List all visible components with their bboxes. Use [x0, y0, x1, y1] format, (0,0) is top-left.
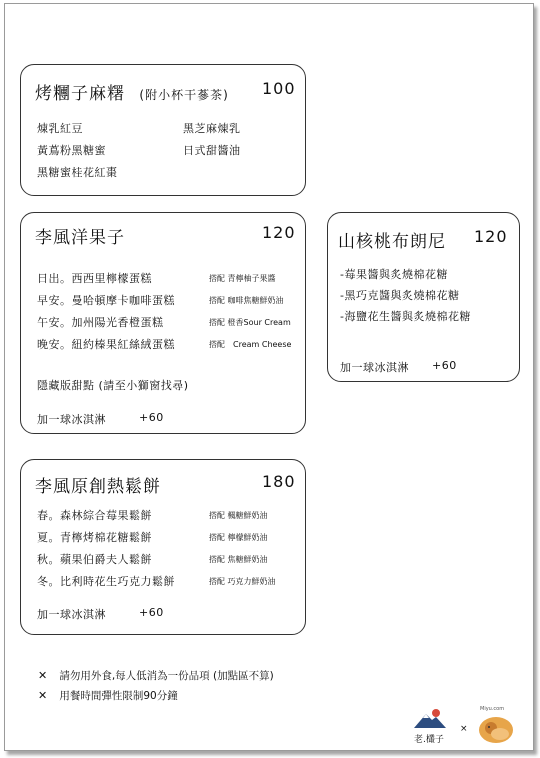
addon-label: 加一球冰淇淋 — [37, 608, 106, 621]
brand-logos — [410, 704, 530, 750]
pairing: 搭配 焦糖鮮奶油 — [209, 555, 268, 564]
card-title: 李風洋果子 — [35, 228, 125, 248]
option-2: -海鹽花生醬與炙燒棉花糖 — [340, 310, 471, 323]
option-4: 黑糖蜜桂花紅棗 — [37, 166, 118, 179]
menu-item: 夏。青檸烤棉花糖鬆餅 — [37, 531, 152, 544]
card-price: 120 — [474, 227, 508, 246]
pairing: 搭配 咖啡焦糖鮮奶油 — [209, 296, 284, 305]
pairing: 搭配 Cream Cheese — [209, 340, 292, 349]
option-3: 日式甜醬油 — [183, 144, 241, 157]
card-pancakes — [20, 459, 306, 635]
addon-label: 加一球冰淇淋 — [37, 413, 106, 426]
hidden-dessert: 隱藏版甜點 (請至小獅窗找尋) — [37, 379, 189, 392]
card-dango — [20, 64, 306, 196]
logo-caption-right: Miyu.com — [480, 706, 505, 712]
menu-item: 日出。西西里檸檬蛋糕 — [37, 272, 152, 285]
option-1: -黑巧克醬與炙燒棉花糖 — [340, 289, 460, 302]
card-cakes — [20, 212, 306, 434]
menu-item: 午安。加州陽光香橙蛋糕 — [37, 316, 164, 329]
addon-price: +60 — [139, 411, 164, 424]
pairing: 搭配 巧克力鮮奶油 — [209, 577, 276, 586]
addon-price: +60 — [139, 606, 164, 619]
lion-mascot-icon — [476, 712, 516, 746]
mountain-logo-icon — [412, 706, 448, 732]
logo-text-left: 老.欉子 — [414, 735, 444, 745]
option-0: 煉乳紅豆 — [37, 122, 83, 135]
menu-item: 晚安。紐約榛果紅絲絨蛋糕 — [37, 338, 175, 351]
menu-item: 秋。蘋果伯爵夫人鬆餅 — [37, 553, 152, 566]
card-title: 李風原創熱鬆餅 — [35, 477, 161, 497]
cutlery-icon: ✕ — [38, 669, 48, 682]
card-title: 烤糰子麻糬 (附小杯干蔘茶) — [35, 84, 229, 104]
card-brownie — [327, 212, 520, 382]
menu-page — [4, 3, 534, 751]
card-price: 180 — [262, 472, 296, 491]
card-price: 100 — [262, 79, 296, 98]
option-1: 黑芝麻煉乳 — [183, 122, 241, 135]
pairing: 搭配 檸檬鮮奶油 — [209, 533, 268, 542]
logo-cross: × — [460, 724, 468, 734]
pairing: 搭配 楓糖鮮奶油 — [209, 511, 268, 520]
menu-item: 早安。曼哈頓摩卡咖啡蛋糕 — [37, 294, 175, 307]
option-2: 黃蔦粉黑糖蜜 — [37, 144, 106, 157]
card-price: 120 — [262, 223, 296, 242]
addon-label: 加一球冰淇淋 — [340, 361, 409, 374]
option-0: -莓果醬與炙燒棉花糖 — [340, 268, 448, 281]
menu-item: 春。森林綜合莓果鬆餅 — [37, 509, 152, 522]
pairing: 搭配 青檸柚子果醬 — [209, 274, 276, 283]
card-title: 山核桃布朗尼 — [338, 232, 446, 252]
footer-note-2: ✕ 用餐時間彈性限制90分鐘 — [38, 689, 178, 702]
menu-item: 冬。比利時花生巧克力鬆餅 — [37, 575, 175, 588]
pairing: 搭配 橙香Sour Cream — [209, 318, 291, 327]
cutlery-icon: ✕ — [38, 689, 48, 702]
addon-price: +60 — [432, 359, 457, 372]
footer-note-1: ✕ 請勿用外食,每人低消為一份品項 (加點區不算) — [38, 669, 274, 682]
card-note: (附小杯干蔘茶) — [139, 88, 229, 102]
